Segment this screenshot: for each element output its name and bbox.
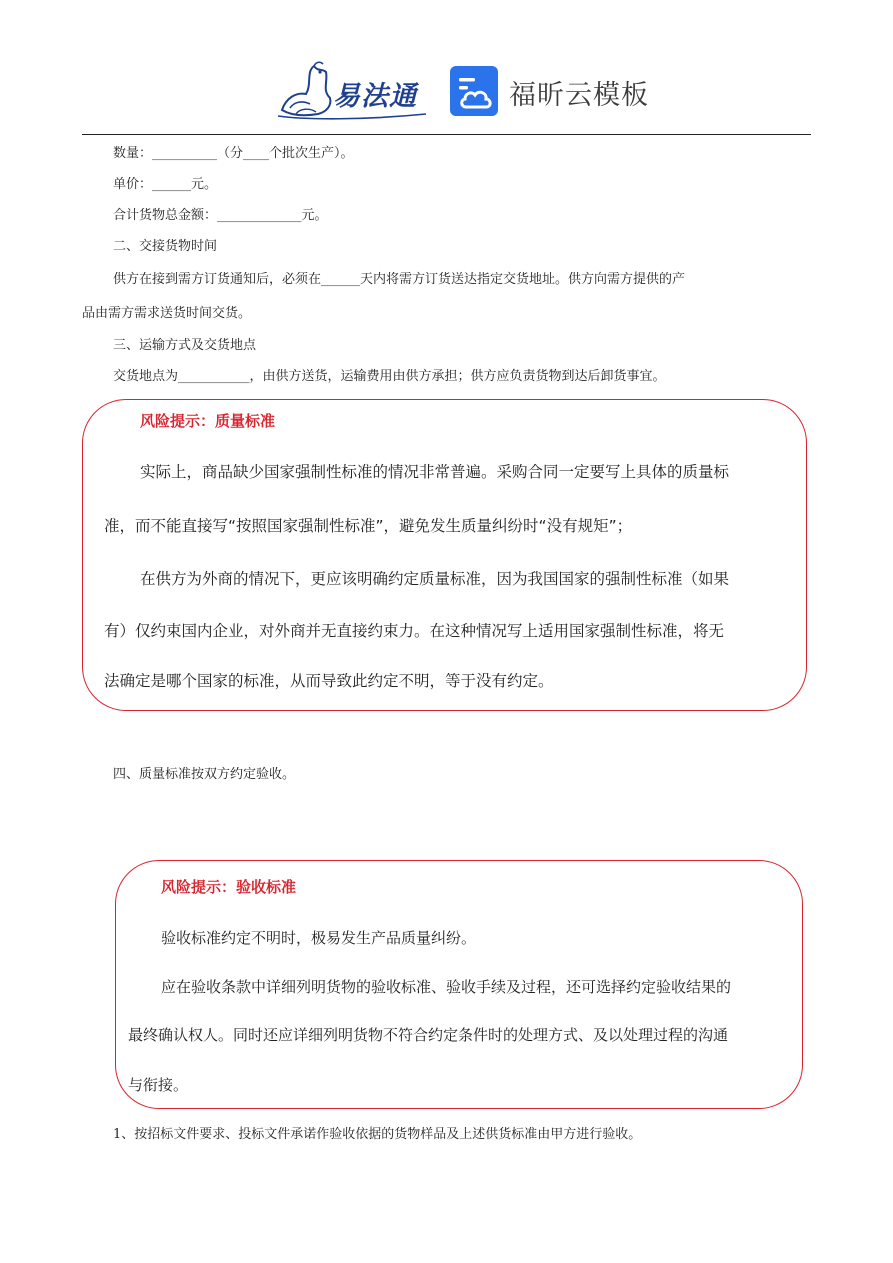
risk-title-acceptance: 风险提示：验收标准 (161, 878, 297, 896)
section-heading-delivery-time: 二、交接货物时间 (113, 239, 218, 254)
risk-quality-line: 法确定是哪个国家的标准，从而导致此约定不明，等于没有约定。 (104, 672, 554, 690)
acceptance-clause-1: 1、按招标文件要求、投标文件承诺作验收依据的货物样品及上述供货标准由甲方进行验收。 (113, 1127, 642, 1142)
risk-acceptance-line: 应在验收条款中详细列明货物的验收标准、验收手续及过程，还可选择约定验收结果的 (161, 978, 732, 996)
delivery-time-paragraph-line: 供方在接到需方订货通知后，必须在______天内将需方订货送达指定交货地址。供方向需方提供的产 (113, 272, 686, 287)
risk-acceptance-line: 最终确认权人。同时还应详细列明货物不符合约定条件时的处理方式、及以处理过程的沟通 (128, 1026, 729, 1044)
risk-quality-line: 在供方为外商的情况下，更应该明确约定质量标准，因为我国国家的强制性标准（如果 (140, 570, 730, 588)
risk-title-quality: 风险提示：质量标准 (140, 412, 276, 430)
risk-quality-line: 准，而不能直接写“按照国家强制性标准”，避免发生质量纠纷时“没有规矩”； (104, 517, 633, 535)
risk-acceptance-line: 与衔接。 (128, 1076, 189, 1094)
header-divider (82, 134, 811, 135)
quantity-line: 数量：__________（分____个批次生产）。 (113, 146, 354, 161)
delivery-time-paragraph-line: 品由需方需求送货时间交货。 (82, 306, 252, 321)
brand-right-text: 福昕云模板 (509, 80, 649, 111)
section-heading-quality-acceptance: 四、质量标准按双方约定验收。 (113, 767, 296, 782)
foxit-cloud-logo-icon (450, 66, 498, 116)
risk-quality-line: 实际上，商品缺少国家强制性标准的情况非常普遍。采购合同一定要写上具体的质量标 (140, 463, 730, 481)
risk-box-quality (82, 399, 807, 711)
section-heading-transport: 三、运输方式及交货地点 (113, 338, 257, 353)
delivery-location-line: 交货地点为___________，由供方送货，运输费用由供方承担；供方应负责货物到达后卸货事宜。 (113, 369, 666, 384)
page-header (0, 58, 893, 122)
risk-quality-line: 有）仅约束国内企业，对外商并无直接约束力。在这种情况写上适用国家强制性标准，将无 (104, 622, 725, 640)
unit-price-line: 单价：______元。 (113, 177, 218, 192)
risk-box-acceptance (115, 860, 803, 1109)
brand-left-text: 易法通 (333, 81, 417, 112)
total-amount-line: 合计货物总金额：_____________元。 (113, 208, 328, 223)
risk-acceptance-line: 验收标准约定不明时，极易发生产品质量纠纷。 (161, 929, 477, 947)
